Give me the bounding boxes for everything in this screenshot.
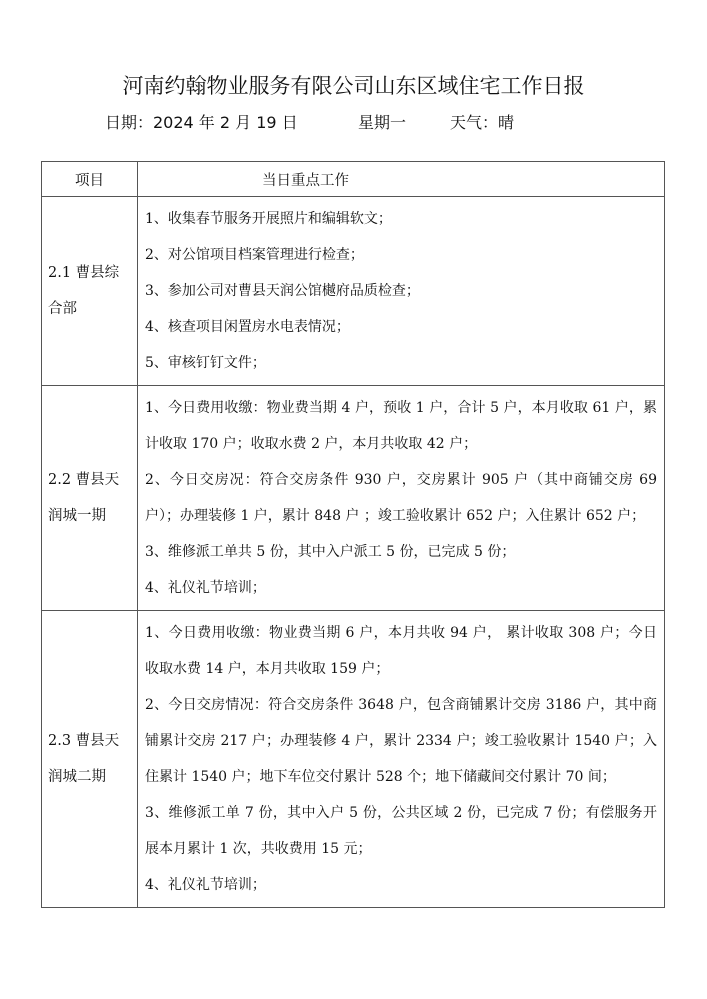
work-item: 2、对公馆项目档案管理进行检查； [145, 247, 364, 263]
header-item: 项目 [42, 162, 138, 197]
table-row [42, 197, 665, 386]
work-item: 4、礼仪礼节培训； [145, 877, 266, 893]
report-dateline [105, 110, 514, 133]
work-item: 2、今日交房情况：符合交房条件 3648 户，包含商铺累计交房 3186 户，其中商铺累计交房 217 户；办理装修 4 户，累计 2334 户；竣工验收累计 1540 户；入住累计 1540 户；地下车位交付累计 528 个；地下储藏间交付累计 70 间； [145, 697, 657, 785]
report-title: 河南约翰物业服务有限公司山东区域住宅工作日报 [122, 74, 585, 98]
header-work: 当日重点工作 [138, 162, 665, 197]
work-item: 4、礼仪礼节培训； [145, 580, 266, 596]
table-header-row [42, 162, 665, 197]
work-item: 3、参加公司对曹县天润公馆樾府品质检查； [145, 283, 420, 299]
report-weekday: 星期一 [358, 113, 407, 132]
section-name: 2.1 曹县综合部 [42, 197, 138, 386]
work-item: 4、核查项目闲置房水电表情况； [145, 319, 350, 335]
section-items [138, 386, 665, 611]
section-items [138, 611, 665, 908]
work-item: 3、维修派工单共 5 份，其中入户派工 5 份，已完成 5 份； [145, 544, 516, 560]
daily-report-table [41, 161, 665, 908]
table-row [42, 611, 665, 908]
section-items [138, 197, 665, 386]
work-item: 1、今日费用收缴：物业费当期 6 户，本月共收 94 户， 累计收取 308 户；今日收取水费 14 户，本月共收取 159 户； [145, 625, 657, 677]
work-item: 5、审核钉钉文件； [145, 355, 266, 371]
work-item: 1、收集春节服务开展照片和编辑软文； [145, 211, 392, 227]
report-weather: 天气：晴 [450, 113, 515, 132]
table-row [42, 386, 665, 611]
work-item: 3、维修派工单 7 份，其中入户 5 份，公共区域 2 份，已完成 7 份；有偿服务开展本月累计 1 次，共收费用 15 元； [145, 805, 657, 857]
report-date: 日期：2024 年 2 月 19 日 [105, 113, 298, 132]
section-name: 2.2 曹县天润城一期 [42, 386, 138, 611]
work-item: 1、今日费用收缴：物业费当期 4 户，预收 1 户，合计 5 户，本月收取 61 户，累计收取 170 户；收取水费 2 户，本月共收取 42 户； [145, 400, 657, 452]
section-name: 2.3 曹县天润城二期 [42, 611, 138, 908]
work-item: 2、今日交房况：符合交房条件 930 户，交房累计 905 户（其中商铺交房 69 户）；办理装修 1 户，累计 848 户 ；竣工验收累计 652 户；入住累计 652 户； [145, 472, 657, 524]
